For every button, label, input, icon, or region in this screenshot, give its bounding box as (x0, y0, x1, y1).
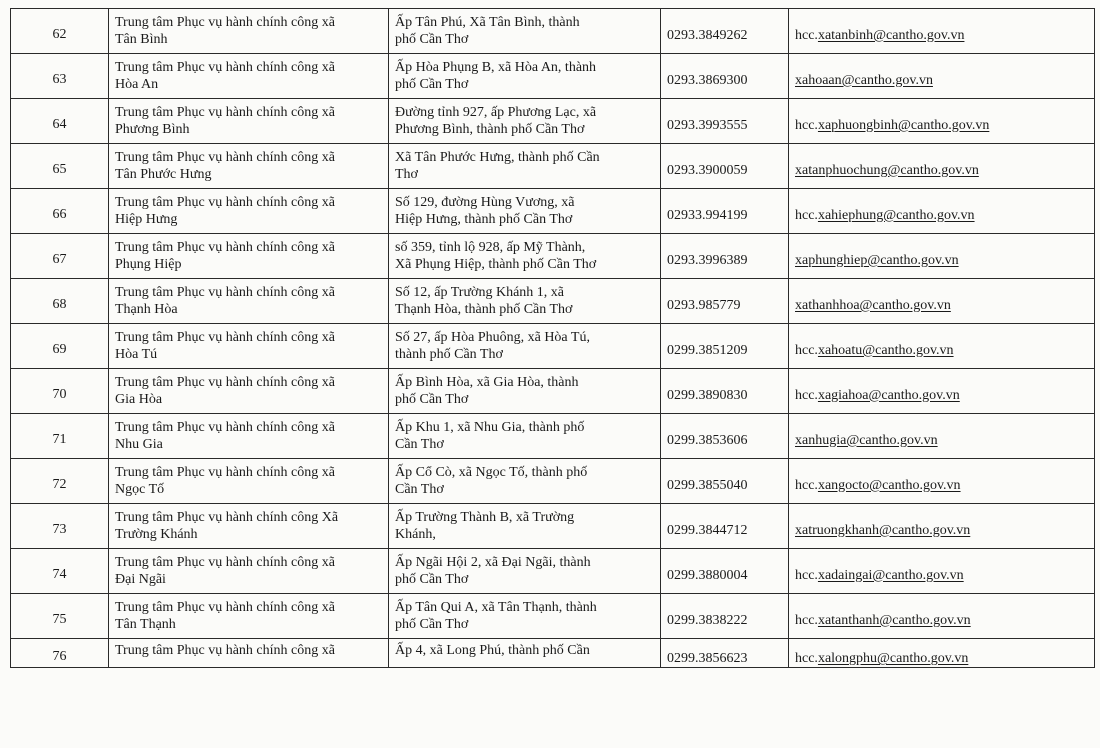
address-line-2: Cần Thơ (395, 482, 444, 497)
center-name-line-1: Trung tâm Phục vụ hành chính công xã (115, 420, 335, 435)
phone-number: 0293.3869300 (667, 72, 748, 88)
row-number-cell (11, 504, 109, 549)
center-name-line-2: Hòa An (115, 77, 159, 92)
address-cell (389, 594, 661, 639)
email-prefix: hcc. (795, 612, 818, 628)
address-line-1: Ấp Ngãi Hội 2, xã Đại Ngãi, thành (395, 555, 591, 570)
address-cell (389, 9, 661, 54)
email-prefix: hcc. (795, 651, 818, 666)
email-link[interactable]: xanhugia@cantho.gov.vn (795, 432, 938, 448)
phone-number: 0299.3844712 (667, 522, 748, 538)
email-link[interactable]: xalongphu@cantho.gov.vn (817, 651, 969, 666)
row-number: 68 (52, 296, 67, 312)
email-cell (789, 369, 1095, 414)
center-name-line-2: Ngọc Tố (115, 482, 165, 497)
table-row (11, 279, 1095, 324)
email-cell (789, 639, 1095, 668)
email-cell (789, 504, 1095, 549)
row-number-cell (11, 9, 109, 54)
email-cell (789, 414, 1095, 459)
center-name-cell (109, 54, 389, 99)
address-cell (389, 549, 661, 594)
row-number: 74 (52, 566, 67, 582)
address-line-2: Cần Thơ (395, 437, 444, 452)
row-number: 65 (52, 161, 67, 177)
address-cell (389, 234, 661, 279)
address-cell (389, 189, 661, 234)
center-name-cell (109, 504, 389, 549)
address-cell (389, 144, 661, 189)
email-cell (789, 279, 1095, 324)
center-name-cell (109, 99, 389, 144)
row-number-cell (11, 99, 109, 144)
center-name-line-2: Tân Thạnh (115, 617, 176, 632)
center-name-line-1: Trung tâm Phục vụ hành chính công xã (115, 643, 335, 658)
center-name-line-1: Trung tâm Phục vụ hành chính công xã (115, 150, 335, 165)
table-row (11, 414, 1095, 459)
phone-cell (661, 99, 789, 144)
address-line-2: phố Cần Thơ (395, 32, 469, 47)
center-name-line-2: Tân Phước Hưng (115, 167, 212, 182)
row-number: 75 (52, 611, 67, 627)
row-number: 70 (52, 386, 67, 402)
row-number-cell (11, 369, 109, 414)
address-line-2: phố Cần Thơ (395, 617, 469, 632)
row-number: 69 (52, 341, 67, 357)
contact-table (10, 8, 1095, 668)
center-name-line-1: Trung tâm Phục vụ hành chính công xã (115, 60, 335, 75)
address-cell (389, 54, 661, 99)
table-row (11, 594, 1095, 639)
phone-cell (661, 324, 789, 369)
row-number: 72 (52, 476, 67, 492)
email-prefix: hcc. (795, 27, 818, 43)
address-line-1: Ấp Hòa Phụng B, xã Hòa An, thành (395, 60, 597, 75)
center-name-cell (109, 549, 389, 594)
row-number: 64 (52, 116, 67, 132)
center-name-line-2: Hiệp Hưng (115, 212, 178, 227)
row-number-cell (11, 189, 109, 234)
address-line-1: Ấp Tân Phú, Xã Tân Bình, thành (395, 15, 580, 30)
address-line-2: Xã Phụng Hiệp, thành phố Cần Thơ (395, 257, 597, 272)
center-name-line-2: Gia Hòa (115, 392, 163, 407)
address-cell (389, 279, 661, 324)
email-cell (789, 189, 1095, 234)
email-prefix: hcc. (795, 567, 818, 583)
phone-cell (661, 639, 789, 668)
address-line-2: Thơ (395, 167, 418, 182)
phone-number: 0299.3851209 (667, 342, 748, 358)
row-number: 73 (52, 521, 67, 537)
contact-table-body (11, 9, 1095, 668)
email-cell (789, 594, 1095, 639)
address-cell (389, 324, 661, 369)
table-row (11, 9, 1095, 54)
center-name-cell (109, 144, 389, 189)
email-prefix: hcc. (795, 342, 818, 358)
phone-number: 0293.3993555 (667, 117, 748, 133)
address-cell (389, 369, 661, 414)
center-name-cell (109, 234, 389, 279)
email-link[interactable]: xathanhhoa@cantho.gov.vn (795, 297, 951, 313)
phone-cell (661, 9, 789, 54)
address-line-1: Số 12, ấp Trường Khánh 1, xã (395, 285, 564, 300)
table-row (11, 144, 1095, 189)
email-cell (789, 459, 1095, 504)
address-line-1: Ấp 4, xã Long Phú, thành phố Cần (395, 643, 590, 658)
email-link[interactable]: xahiephung@cantho.gov.vn (817, 207, 975, 223)
center-name-line-1: Trung tâm Phục vụ hành chính công xã (115, 555, 335, 570)
address-line-1: Xã Tân Phước Hưng, thành phố Cần (395, 150, 600, 165)
phone-number: 0299.3853606 (667, 432, 748, 448)
row-number-cell (11, 144, 109, 189)
table-row (11, 504, 1095, 549)
address-line-2: phố Cần Thơ (395, 572, 469, 587)
table-row (11, 99, 1095, 144)
email-link[interactable]: xadaingai@cantho.gov.vn (817, 567, 964, 583)
address-line-2: Hiệp Hưng, thành phố Cần Thơ (395, 212, 573, 227)
phone-cell (661, 369, 789, 414)
address-line-1: Ấp Khu 1, xã Nhu Gia, thành phố (395, 420, 585, 435)
phone-number: 0293.3849262 (667, 27, 748, 43)
row-number-cell (11, 549, 109, 594)
phone-number: 02933.994199 (667, 207, 748, 223)
row-number-cell (11, 279, 109, 324)
center-name-cell (109, 279, 389, 324)
email-prefix: hcc. (795, 387, 818, 403)
row-number-cell (11, 414, 109, 459)
email-link[interactable]: xahoaan@cantho.gov.vn (795, 72, 933, 88)
row-number-cell (11, 54, 109, 99)
center-name-line-1: Trung tâm Phục vụ hành chính công xã (115, 105, 335, 120)
center-name-line-1: Trung tâm Phục vụ hành chính công xã (115, 330, 335, 345)
phone-number: 0293.985779 (667, 297, 741, 313)
address-line-1: Số 27, ấp Hòa Phuông, xã Hòa Tú, (395, 330, 590, 345)
center-name-line-2: Trường Khánh (115, 527, 198, 542)
center-name-line-1: Trung tâm Phục vụ hành chính công xã (115, 285, 335, 300)
row-number-cell (11, 234, 109, 279)
row-number: 62 (52, 26, 67, 42)
center-name-line-2: Thạnh Hòa (115, 302, 178, 317)
address-line-1: Số 129, đường Hùng Vương, xã (395, 195, 575, 210)
center-name-line-1: Trung tâm Phục vụ hành chính công xã (115, 465, 335, 480)
email-link[interactable]: xaphuongbinh@cantho.gov.vn (817, 117, 990, 133)
row-number-cell (11, 459, 109, 504)
address-line-2: phố Cần Thơ (395, 77, 469, 92)
center-name-cell (109, 414, 389, 459)
email-link[interactable]: xaphunghiep@cantho.gov.vn (795, 252, 959, 268)
table-row (11, 189, 1095, 234)
center-name-line-2: Phương Bình (115, 122, 190, 137)
email-prefix: hcc. (795, 477, 818, 493)
address-cell (389, 99, 661, 144)
table-row (11, 459, 1095, 504)
phone-cell (661, 504, 789, 549)
address-cell (389, 414, 661, 459)
address-line-1: Ấp Bình Hòa, xã Gia Hòa, thành (395, 375, 579, 390)
center-name-line-2: Nhu Gia (115, 437, 163, 452)
table-row (11, 549, 1095, 594)
phone-cell (661, 549, 789, 594)
phone-number: 0293.3900059 (667, 162, 748, 178)
phone-number: 0299.3856623 (667, 651, 748, 666)
address-cell (389, 459, 661, 504)
center-name-cell (109, 369, 389, 414)
email-link[interactable]: xatanthanh@cantho.gov.vn (817, 612, 971, 628)
row-number: 71 (52, 431, 67, 447)
email-link[interactable]: xahoatu@cantho.gov.vn (817, 342, 954, 358)
email-prefix: hcc. (795, 117, 818, 133)
center-name-cell (109, 324, 389, 369)
center-name-cell (109, 459, 389, 504)
address-line-2: Phương Bình, thành phố Cần Thơ (395, 122, 585, 137)
address-line-1: số 359, tỉnh lộ 928, ấp Mỹ Thành, (395, 240, 586, 255)
center-name-line-2: Tân Bình (115, 32, 168, 47)
address-line-2: Thạnh Hòa, thành phố Cần Thơ (395, 302, 573, 317)
table-row (11, 324, 1095, 369)
table-row (11, 369, 1095, 414)
center-name-line-1: Trung tâm Phục vụ hành chính công xã (115, 15, 335, 30)
phone-number: 0299.3880004 (667, 567, 748, 583)
table-row (11, 54, 1095, 99)
email-link[interactable]: xangocto@cantho.gov.vn (817, 477, 961, 493)
email-link[interactable]: xatanbinh@cantho.gov.vn (817, 27, 965, 43)
phone-number: 0299.3855040 (667, 477, 748, 493)
center-name-line-1: Trung tâm Phục vụ hành chính công Xã (115, 510, 339, 525)
email-cell (789, 144, 1095, 189)
row-number-cell (11, 639, 109, 668)
email-link[interactable]: xatruongkhanh@cantho.gov.vn (795, 522, 971, 538)
row-number-cell (11, 594, 109, 639)
center-name-cell (109, 594, 389, 639)
row-number: 63 (52, 71, 67, 87)
row-number: 67 (52, 251, 67, 267)
center-name-line-1: Trung tâm Phục vụ hành chính công xã (115, 240, 335, 255)
center-name-line-2: Phụng Hiệp (115, 257, 182, 272)
address-line-1: Đường tỉnh 927, ấp Phương Lạc, xã (395, 105, 597, 120)
email-cell (789, 549, 1095, 594)
phone-cell (661, 144, 789, 189)
center-name-line-1: Trung tâm Phục vụ hành chính công xã (115, 195, 335, 210)
phone-cell (661, 54, 789, 99)
phone-number: 0299.3890830 (667, 387, 748, 403)
email-link[interactable]: xagiahoa@cantho.gov.vn (817, 387, 960, 403)
table-row (11, 639, 1095, 668)
phone-cell (661, 234, 789, 279)
phone-number: 0299.3838222 (667, 612, 748, 628)
table-row (11, 234, 1095, 279)
address-line-1: Ấp Tân Qui A, xã Tân Thạnh, thành (395, 600, 597, 615)
center-name-cell (109, 189, 389, 234)
center-name-line-2: Hòa Tú (115, 347, 158, 362)
phone-number: 0293.3996389 (667, 252, 748, 268)
row-number: 66 (52, 206, 67, 222)
center-name-line-1: Trung tâm Phục vụ hành chính công xã (115, 375, 335, 390)
phone-cell (661, 414, 789, 459)
email-cell (789, 54, 1095, 99)
phone-cell (661, 189, 789, 234)
center-name-cell (109, 9, 389, 54)
email-cell (789, 99, 1095, 144)
email-cell (789, 324, 1095, 369)
center-name-line-1: Trung tâm Phục vụ hành chính công xã (115, 600, 335, 615)
address-line-1: Ấp Trường Thành B, xã Trường (395, 510, 575, 525)
phone-cell (661, 279, 789, 324)
phone-cell (661, 459, 789, 504)
email-cell (789, 9, 1095, 54)
email-cell (789, 234, 1095, 279)
address-line-2: Khánh, (395, 527, 436, 542)
center-name-cell (109, 639, 389, 668)
address-cell (389, 639, 661, 668)
row-number-cell (11, 324, 109, 369)
address-line-1: Ấp Cổ Cò, xã Ngọc Tố, thành phố (395, 465, 588, 480)
center-name-line-2: Đại Ngãi (115, 572, 166, 587)
phone-cell (661, 594, 789, 639)
email-link[interactable]: xatanphuochung@cantho.gov.vn (795, 162, 979, 178)
email-prefix: hcc. (795, 207, 818, 223)
address-cell (389, 504, 661, 549)
address-line-2: thành phố Cần Thơ (395, 347, 503, 362)
address-line-2: phố Cần Thơ (395, 392, 469, 407)
row-number: 76 (52, 649, 67, 664)
